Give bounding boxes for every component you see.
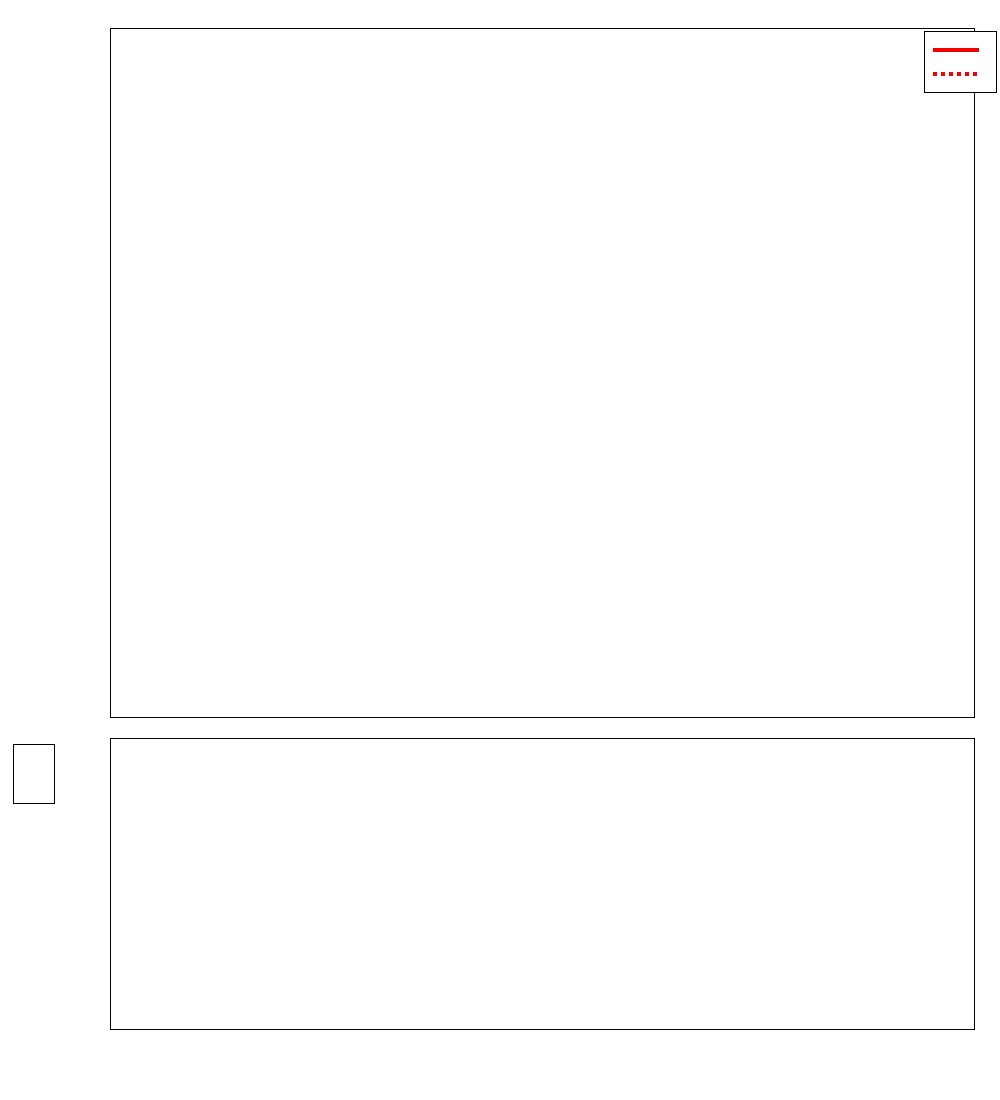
solid-line-icon bbox=[933, 41, 979, 59]
top-panel-plot-area bbox=[110, 28, 975, 718]
dark-green-square-icon bbox=[22, 778, 36, 794]
legend-item-utilized-ruptures bbox=[22, 774, 45, 797]
top-panel-legend bbox=[924, 31, 997, 93]
bottom-panel-legend bbox=[13, 744, 55, 804]
top-panel-curves bbox=[111, 29, 974, 717]
legend-item-nucleation bbox=[933, 62, 987, 86]
green-square-icon bbox=[22, 755, 36, 771]
legend-item-available-ruptures bbox=[22, 751, 45, 774]
legend-item-participation bbox=[933, 38, 987, 62]
dotted-line-icon bbox=[933, 65, 979, 83]
bottom-panel-plot-area bbox=[110, 738, 975, 1030]
